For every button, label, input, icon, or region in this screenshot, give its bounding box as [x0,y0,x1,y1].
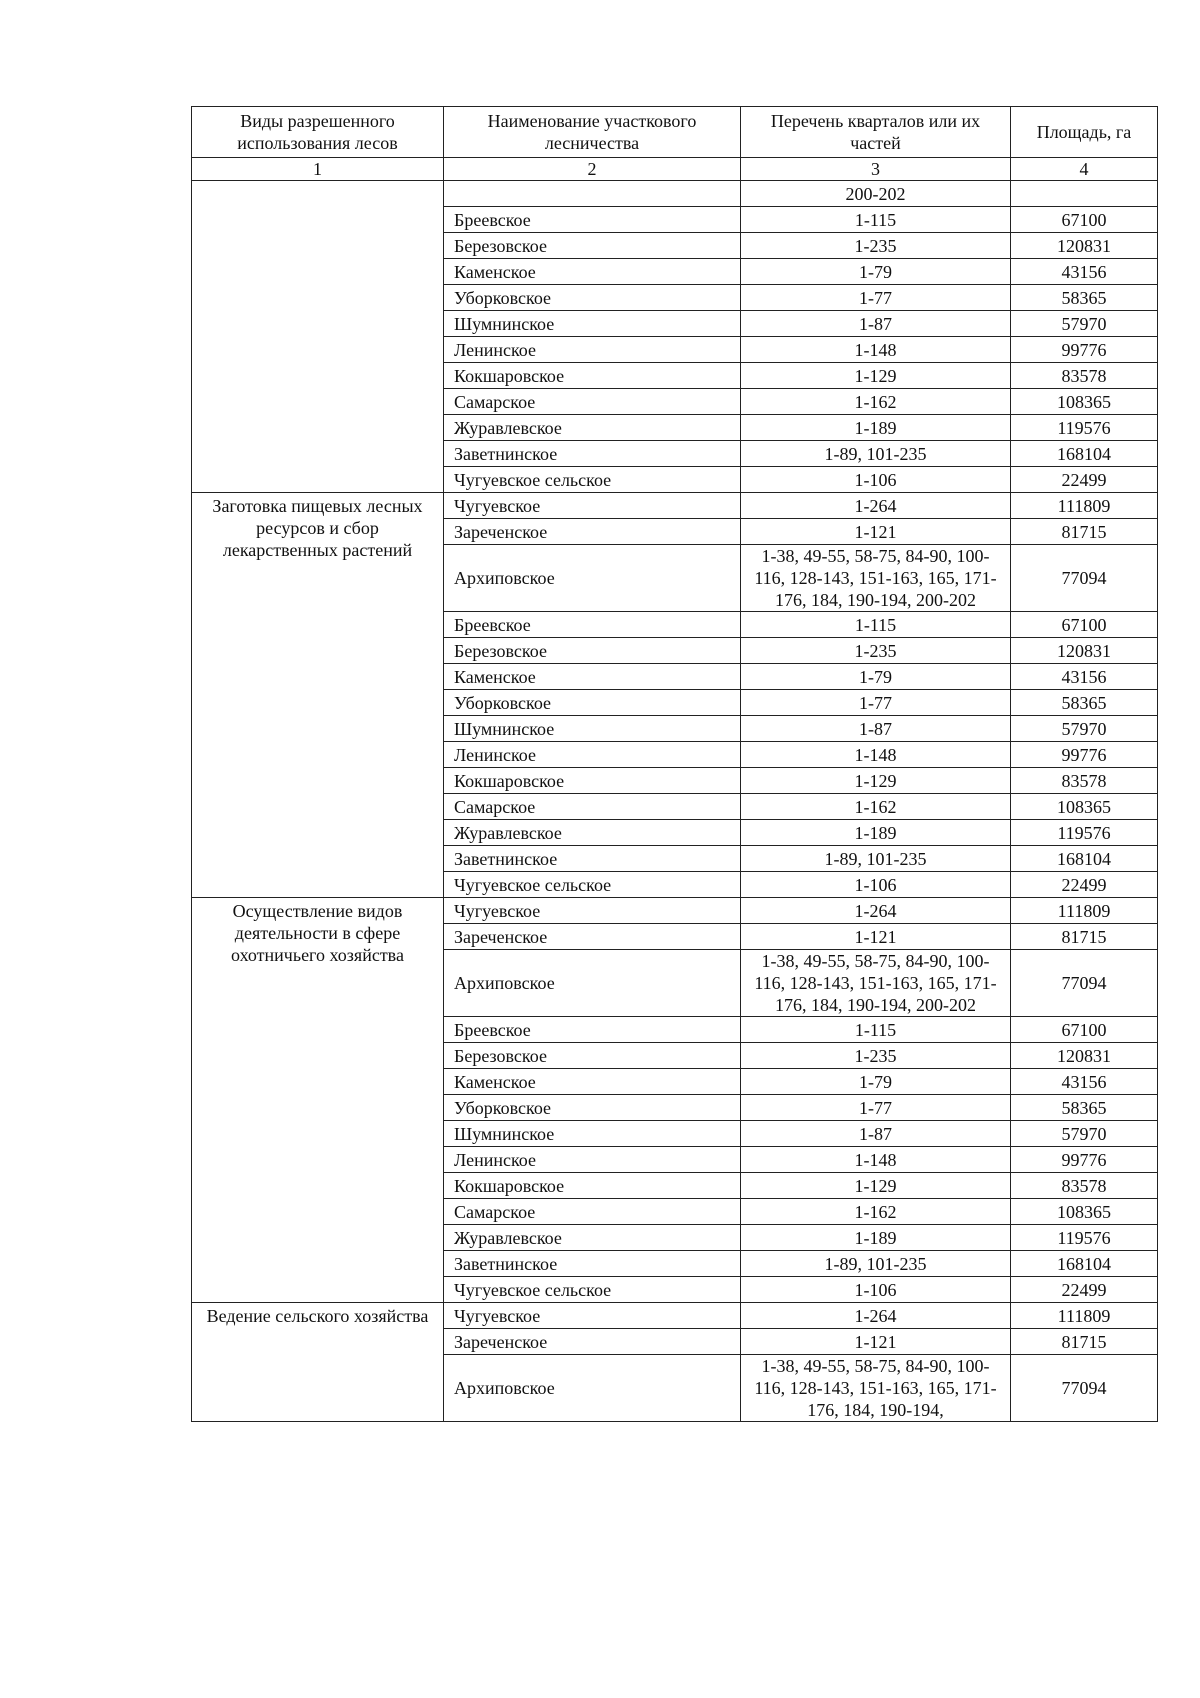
area-cell: 119576 [1011,1225,1158,1251]
forestry-name-cell: Березовское [444,638,741,664]
forestry-name-cell: Заветнинское [444,846,741,872]
forestry-name-cell [444,181,741,207]
area-cell: 108365 [1011,389,1158,415]
quarters-cell: 1-77 [741,285,1011,311]
forestry-name-cell: Каменское [444,1069,741,1095]
quarters-cell: 1-106 [741,872,1011,898]
area-cell: 81715 [1011,924,1158,950]
area-cell: 99776 [1011,1147,1158,1173]
area-cell: 111809 [1011,1303,1158,1329]
table-row [192,493,1158,519]
quarters-cell: 1-115 [741,1017,1011,1043]
quarters-cell: 1-106 [741,1277,1011,1303]
column-number: 4 [1011,158,1158,181]
forestry-name-cell: Бреевское [444,1017,741,1043]
quarters-cell: 1-87 [741,716,1011,742]
forestry-name-cell: Шумнинское [444,716,741,742]
area-cell: 81715 [1011,1329,1158,1355]
forestry-name-cell: Журавлевское [444,820,741,846]
forestry-name-cell: Чугуевское [444,898,741,924]
forestry-name-cell: Каменское [444,259,741,285]
forestry-name-cell: Самарское [444,1199,741,1225]
forestry-name-cell: Уборковское [444,1095,741,1121]
column-number: 1 [192,158,444,181]
quarters-cell: 1-89, 101-235 [741,1251,1011,1277]
area-cell: 111809 [1011,493,1158,519]
header-area: Площадь, га [1011,107,1158,158]
area-cell: 43156 [1011,664,1158,690]
area-cell: 108365 [1011,1199,1158,1225]
quarters-cell: 1-89, 101-235 [741,846,1011,872]
column-number: 2 [444,158,741,181]
forestry-name-cell: Кокшаровское [444,363,741,389]
forestry-name-cell: Чугуевское сельское [444,467,741,493]
area-cell: 58365 [1011,1095,1158,1121]
area-cell: 120831 [1011,233,1158,259]
quarters-cell: 1-189 [741,1225,1011,1251]
quarters-cell: 1-79 [741,664,1011,690]
quarters-cell: 1-148 [741,1147,1011,1173]
quarters-cell: 1-189 [741,415,1011,441]
forestry-name-cell: Уборковское [444,285,741,311]
forestry-name-cell: Бреевское [444,612,741,638]
forestry-name-cell: Каменское [444,664,741,690]
header-quarters: Перечень кварталов или их частей [741,107,1011,158]
forestry-name-cell: Архиповское [444,545,741,612]
area-cell: 83578 [1011,1173,1158,1199]
area-cell: 58365 [1011,690,1158,716]
area-cell: 119576 [1011,415,1158,441]
area-cell: 119576 [1011,820,1158,846]
quarters-cell: 1-115 [741,612,1011,638]
area-cell: 120831 [1011,638,1158,664]
use-type-cell: Осуществление видов деятельности в сфере охотничьего хозяйства [192,898,444,1303]
area-cell: 77094 [1011,545,1158,612]
forestry-name-cell: Зареченское [444,519,741,545]
area-cell: 22499 [1011,467,1158,493]
forestry-name-cell: Зареченское [444,1329,741,1355]
forestry-name-cell: Уборковское [444,690,741,716]
area-cell: 83578 [1011,768,1158,794]
area-cell: 77094 [1011,950,1158,1017]
quarters-cell: 1-89, 101-235 [741,441,1011,467]
forestry-name-cell: Кокшаровское [444,1173,741,1199]
forestry-name-cell: Бреевское [444,207,741,233]
quarters-cell: 1-79 [741,1069,1011,1095]
quarters-cell: 1-129 [741,1173,1011,1199]
quarters-cell: 1-38, 49-55, 58-75, 84-90, 100-116, 128-143, 151-163, 165, 171-176, 184, 190-194, 200-202 [741,950,1011,1017]
column-number: 3 [741,158,1011,181]
quarters-cell: 200-202 [741,181,1011,207]
forestry-name-cell: Чугуевское сельское [444,1277,741,1303]
area-cell: 57970 [1011,311,1158,337]
quarters-cell: 1-162 [741,1199,1011,1225]
forestry-name-cell: Журавлевское [444,415,741,441]
forestry-name-cell: Самарское [444,794,741,820]
quarters-cell: 1-189 [741,820,1011,846]
area-cell: 77094 [1011,1355,1158,1422]
forestry-name-cell: Архиповское [444,950,741,1017]
table-body [192,181,1158,1422]
forestry-name-cell: Журавлевское [444,1225,741,1251]
forestry-name-cell: Чугуевское [444,493,741,519]
quarters-cell: 1-235 [741,638,1011,664]
forestry-name-cell: Шумнинское [444,311,741,337]
quarters-cell: 1-79 [741,259,1011,285]
area-cell [1011,181,1158,207]
forestry-name-cell: Березовское [444,233,741,259]
area-cell: 58365 [1011,285,1158,311]
use-type-cell [192,181,444,493]
forestry-name-cell: Заветнинское [444,441,741,467]
area-cell: 81715 [1011,519,1158,545]
area-cell: 168104 [1011,1251,1158,1277]
quarters-cell: 1-129 [741,363,1011,389]
table-row [192,898,1158,924]
quarters-cell: 1-235 [741,233,1011,259]
forestry-name-cell: Заветнинское [444,1251,741,1277]
forestry-name-cell: Ленинское [444,742,741,768]
quarters-cell: 1-264 [741,493,1011,519]
quarters-cell: 1-129 [741,768,1011,794]
forestry-name-cell: Шумнинское [444,1121,741,1147]
forestry-name-cell: Кокшаровское [444,768,741,794]
header-use-type: Виды разрешенного использования лесов [192,107,444,158]
quarters-cell: 1-121 [741,924,1011,950]
forestry-name-cell: Чугуевское сельское [444,872,741,898]
use-type-cell: Заготовка пищевых лесных ресурсов и сбор лекарственных растений [192,493,444,898]
quarters-cell: 1-162 [741,794,1011,820]
column-number-row [192,158,1158,181]
quarters-cell: 1-121 [741,519,1011,545]
quarters-cell: 1-121 [741,1329,1011,1355]
forestry-name-cell: Ленинское [444,1147,741,1173]
area-cell: 22499 [1011,1277,1158,1303]
area-cell: 43156 [1011,1069,1158,1095]
quarters-cell: 1-106 [741,467,1011,493]
quarters-cell: 1-87 [741,311,1011,337]
quarters-cell: 1-115 [741,207,1011,233]
quarters-cell: 1-148 [741,337,1011,363]
area-cell: 22499 [1011,872,1158,898]
quarters-cell: 1-162 [741,389,1011,415]
area-cell: 99776 [1011,337,1158,363]
quarters-cell: 1-235 [741,1043,1011,1069]
forestry-name-cell: Ленинское [444,337,741,363]
table-row [192,181,1158,207]
area-cell: 120831 [1011,1043,1158,1069]
table-row [192,1303,1158,1329]
forestry-name-cell: Чугуевское [444,1303,741,1329]
area-cell: 108365 [1011,794,1158,820]
area-cell: 67100 [1011,207,1158,233]
area-cell: 99776 [1011,742,1158,768]
forest-use-table [191,106,1158,1422]
area-cell: 43156 [1011,259,1158,285]
forestry-name-cell: Березовское [444,1043,741,1069]
quarters-cell: 1-148 [741,742,1011,768]
header-row [192,107,1158,158]
quarters-cell: 1-77 [741,690,1011,716]
area-cell: 67100 [1011,612,1158,638]
area-cell: 57970 [1011,716,1158,742]
header-forestry-name: Наименование участкового лесничества [444,107,741,158]
quarters-cell: 1-38, 49-55, 58-75, 84-90, 100-116, 128-143, 151-163, 165, 171-176, 184, 190-194, [741,1355,1011,1422]
area-cell: 168104 [1011,846,1158,872]
area-cell: 83578 [1011,363,1158,389]
quarters-cell: 1-264 [741,898,1011,924]
area-cell: 168104 [1011,441,1158,467]
quarters-cell: 1-77 [741,1095,1011,1121]
quarters-cell: 1-264 [741,1303,1011,1329]
quarters-cell: 1-87 [741,1121,1011,1147]
quarters-cell: 1-38, 49-55, 58-75, 84-90, 100-116, 128-143, 151-163, 165, 171-176, 184, 190-194, 200-202 [741,545,1011,612]
area-cell: 111809 [1011,898,1158,924]
area-cell: 57970 [1011,1121,1158,1147]
forestry-name-cell: Зареченское [444,924,741,950]
forestry-name-cell: Самарское [444,389,741,415]
area-cell: 67100 [1011,1017,1158,1043]
use-type-cell: Ведение сельского хозяйства [192,1303,444,1422]
forestry-name-cell: Архиповское [444,1355,741,1422]
